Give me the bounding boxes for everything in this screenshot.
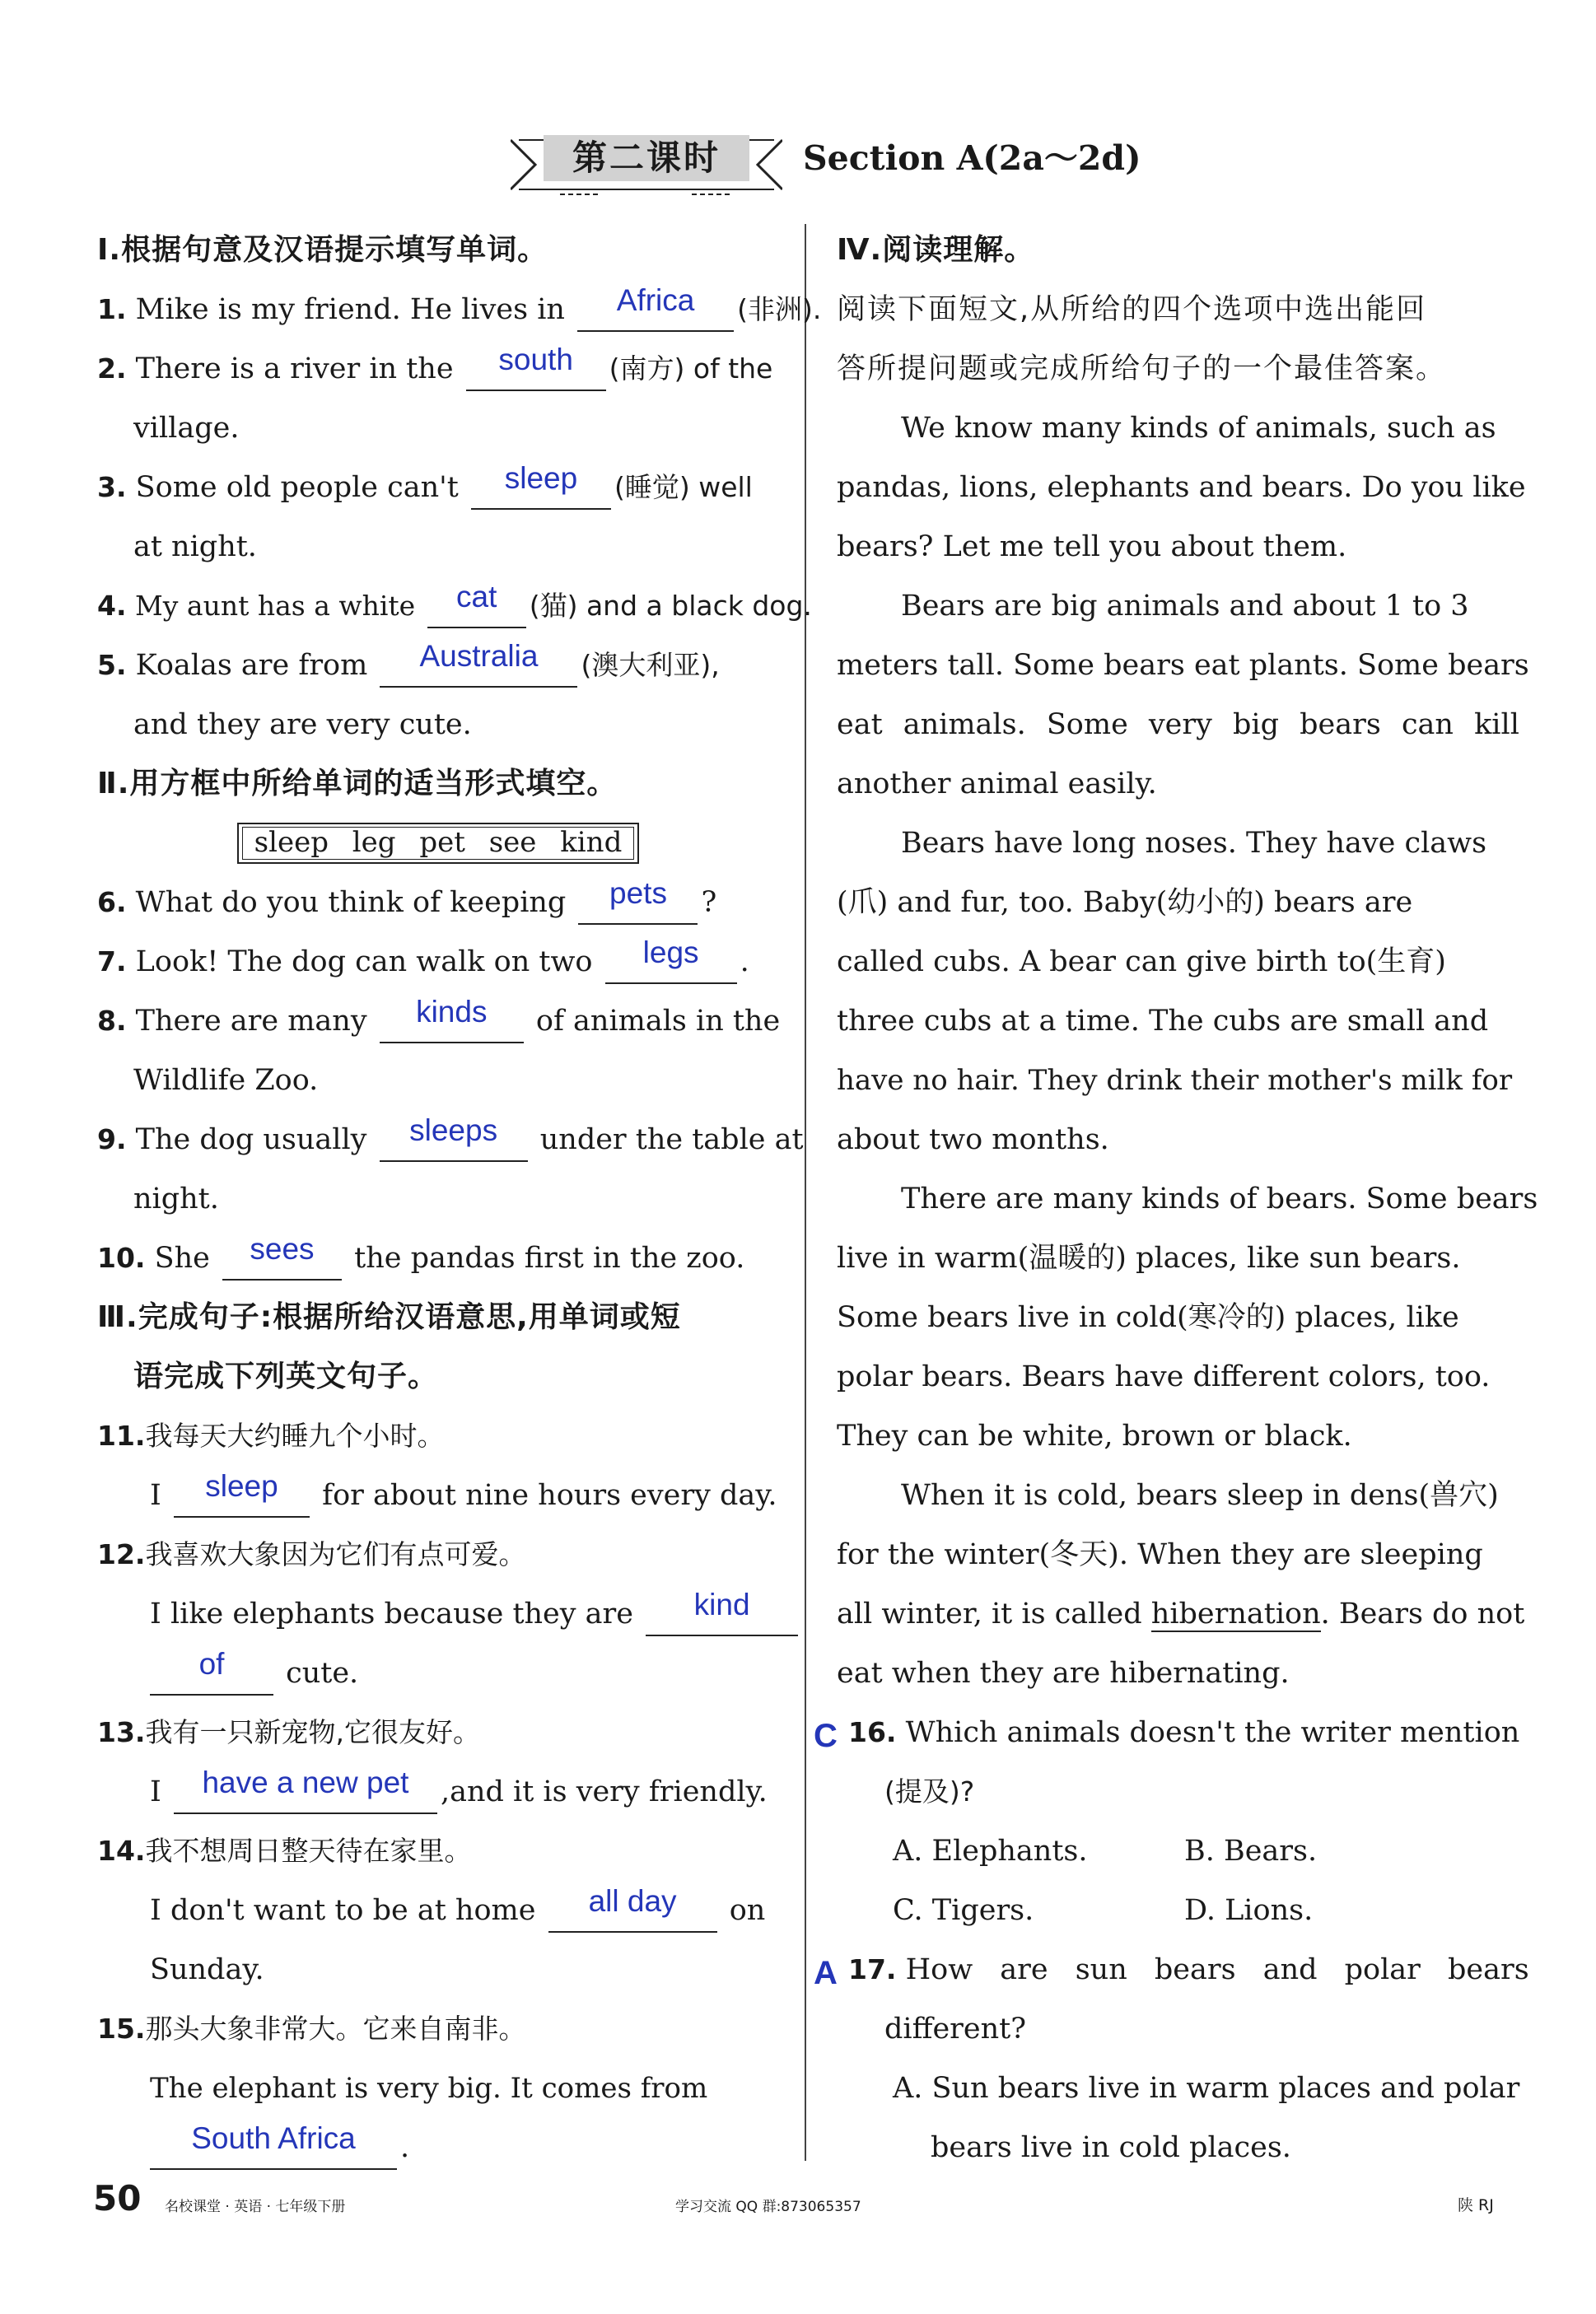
passage-line: meters tall. Some bears eat plants. Some bears <box>837 649 1529 682</box>
passage-line: eat animals. Some very big bears can kill <box>837 708 1519 741</box>
question-12: 12.我喜欢大象因为它们有点可爱。 <box>97 1538 526 1570</box>
passage-line: Bears have long noses. They have claws <box>901 827 1487 860</box>
part2-heading: Ⅱ.用方框中所给单词的适当形式填空。 <box>97 767 618 800</box>
passage-line: bears? Let me tell you about them. <box>837 530 1347 563</box>
passage-line: about two months. <box>837 1123 1109 1156</box>
question-2-cont: village. <box>133 412 240 445</box>
passage-line: They can be white, brown or black. <box>837 1420 1352 1453</box>
word-box-row <box>97 814 781 873</box>
passage-line: When it is cold, bears sleep in dens(兽穴) <box>901 1479 1499 1512</box>
answer-blank[interactable]: all day <box>548 1895 717 1933</box>
page-footer <box>0 2178 1596 2228</box>
edition-tag: 陕 RJ <box>1458 2196 1494 2214</box>
option-a-cont: bears live in cold places. <box>931 2131 1291 2164</box>
book-title: 名校课堂 · 英语 · 七年级下册 <box>165 2199 346 2215</box>
passage-line: have no hair. They drink their mother's milk for <box>837 1064 1513 1097</box>
question-11-answer-line: I sleep for about nine hours every day. <box>97 1466 781 1525</box>
question-7: 7. Look! The dog can walk on two legs . <box>97 932 781 991</box>
question-16: C 16. Which animals doesn't the writer mention <box>837 1703 1517 1762</box>
question-14-cont: Sunday. <box>150 1953 264 1986</box>
answer-blank[interactable]: Africa <box>577 294 734 332</box>
question-14-answer-line: I don't want to be at home all day on <box>97 1881 781 1940</box>
question-9: 9. The dog usually sleeps under the table at <box>97 1110 781 1169</box>
question-3: 3. Some old people can't sleep (睡觉) well <box>97 458 781 517</box>
answer-blank[interactable]: Australia <box>380 650 577 688</box>
handwritten-answer: C <box>814 1718 838 1754</box>
part1-heading: Ⅰ.根据句意及汉语提示填写单词。 <box>97 233 548 267</box>
column-divider <box>805 224 806 2161</box>
passage-line: for the winter(冬天). When they are sleeping <box>837 1538 1483 1571</box>
option-a[interactable]: A. Sun bears live in warm places and polar <box>893 2072 1520 2105</box>
question-10: 10. She sees the pandas first in the zoo. <box>97 1229 781 1288</box>
passage-line: Some bears live in cold(寒冷的) places, like <box>837 1301 1459 1334</box>
question-6: 6. What do you think of keeping pets ? <box>97 873 781 932</box>
answer-blank[interactable]: sleep <box>471 472 611 510</box>
answer-blank[interactable]: have a new pet <box>174 1776 437 1814</box>
lesson-header <box>0 124 1596 198</box>
question-8: 8. There are many kinds of animals in the <box>97 991 781 1051</box>
option-c[interactable]: C. Tigers. <box>893 1894 1034 1927</box>
passage-line: eat when they are hibernating. <box>837 1657 1290 1690</box>
answer-blank[interactable]: sees <box>222 1243 342 1281</box>
word-box-inner-frame <box>242 827 634 860</box>
passage-line: all winter, it is called hibernation. Bears do not <box>837 1598 1525 1631</box>
question-13-answer-line: I have a new pet ,and it is very friendly. <box>97 1762 781 1822</box>
passage-line: called cubs. A bear can give birth to(生育) <box>837 945 1446 978</box>
question-2: 2. There is a river in the south (南方) of the <box>97 339 781 399</box>
answer-blank[interactable]: kind <box>646 1598 798 1636</box>
question-15: 15.那头大象非常大。它来自南非。 <box>97 2013 526 2045</box>
passage-line: (爪) and fur, too. Baby(幼小的) bears are <box>837 886 1413 919</box>
underlined-word: hibernation <box>1150 1598 1321 1631</box>
question-9-cont: night. <box>133 1183 219 1215</box>
question-17-stem-cont: different? <box>884 2013 1026 2046</box>
question-12-answer-line2: of cute. <box>97 1644 781 1703</box>
question-5: 5. Koalas are from Australia (澳大利亚), <box>97 636 781 695</box>
passage-line: another animal easily. <box>837 767 1157 800</box>
question-5-cont: and they are very cute. <box>133 708 472 741</box>
option-b[interactable]: B. Bears. <box>1184 1835 1318 1868</box>
part3-heading-line2: 语完成下列英文句子。 <box>133 1360 439 1393</box>
question-1: 1. Mike is my friend. He lives in Africa (非洲). <box>97 280 781 339</box>
passage-line: polar bears. Bears have different colors, too. <box>837 1360 1491 1393</box>
option-d[interactable]: D. Lions. <box>1184 1894 1314 1927</box>
question-4: 4. My aunt has a white cat (猫) and a black dog. <box>97 576 781 636</box>
question-14: 14.我不想周日整天待在家里。 <box>97 1835 472 1867</box>
passage-line: Bears are big animals and about 1 to 3 <box>901 590 1469 623</box>
question-3-cont: at night. <box>133 530 257 563</box>
part3-heading-line1: Ⅲ.完成句子:根据所给汉语意思,用单词或短 <box>97 1300 681 1334</box>
lesson-badge: 第二课时 <box>544 135 749 181</box>
answer-blank[interactable]: South Africa <box>150 2132 397 2170</box>
question-16-options-row2 <box>837 1881 1517 1940</box>
passage-line: There are many kinds of bears. Some bears <box>901 1183 1538 1215</box>
answer-blank[interactable]: cat <box>427 590 526 628</box>
answer-blank[interactable]: legs <box>605 946 737 984</box>
instruction-line: 阅读下面短文,从所给的四个选项中选出能回 <box>837 293 1427 326</box>
answer-blank[interactable]: of <box>150 1658 273 1696</box>
question-16-stem-cont: (提及)? <box>884 1775 975 1808</box>
question-15-sentence: The elephant is very big. It comes from <box>150 2072 708 2105</box>
question-17: A 17. How are sun bears and polar bears <box>837 1940 1517 1999</box>
question-16-options-row1 <box>837 1822 1517 1881</box>
section-title: Section A(2a～2d) <box>803 138 1141 178</box>
answer-blank[interactable]: sleeps <box>380 1124 528 1162</box>
word-box: sleep leg pet see kind <box>237 823 639 864</box>
question-15-answer-line: South Africa . <box>97 2118 781 2177</box>
answer-blank[interactable]: pets <box>578 887 698 925</box>
question-8-cont: Wildlife Zoo. <box>133 1064 319 1097</box>
passage-line: We know many kinds of animals, such as <box>901 412 1496 445</box>
page-number: 50 <box>93 2178 142 2218</box>
answer-blank[interactable]: kinds <box>380 1005 524 1043</box>
qq-group: 学习交流 QQ 群:873065357 <box>675 2199 861 2215</box>
question-13: 13.我有一只新宠物,它很友好。 <box>97 1716 480 1748</box>
passage-line: three cubs at a time. The cubs are small and <box>837 1005 1489 1038</box>
option-a[interactable]: A. Elephants. <box>893 1835 1088 1868</box>
handwritten-answer: A <box>814 1955 838 1991</box>
passage-line: live in warm(温暖的) places, like sun bears. <box>837 1242 1461 1275</box>
question-11: 11.我每天大约睡九个小时。 <box>97 1420 445 1452</box>
passage-line: pandas, lions, elephants and bears. Do you like <box>837 471 1526 504</box>
answer-blank[interactable]: sleep <box>174 1480 310 1518</box>
part4-heading: Ⅳ.阅读理解。 <box>837 233 1035 267</box>
question-12-answer-line: I like elephants because they are kind <box>97 1584 781 1644</box>
answer-blank[interactable]: south <box>466 353 606 391</box>
instruction-line: 答所提问题或完成所给句子的一个最佳答案。 <box>837 352 1447 385</box>
